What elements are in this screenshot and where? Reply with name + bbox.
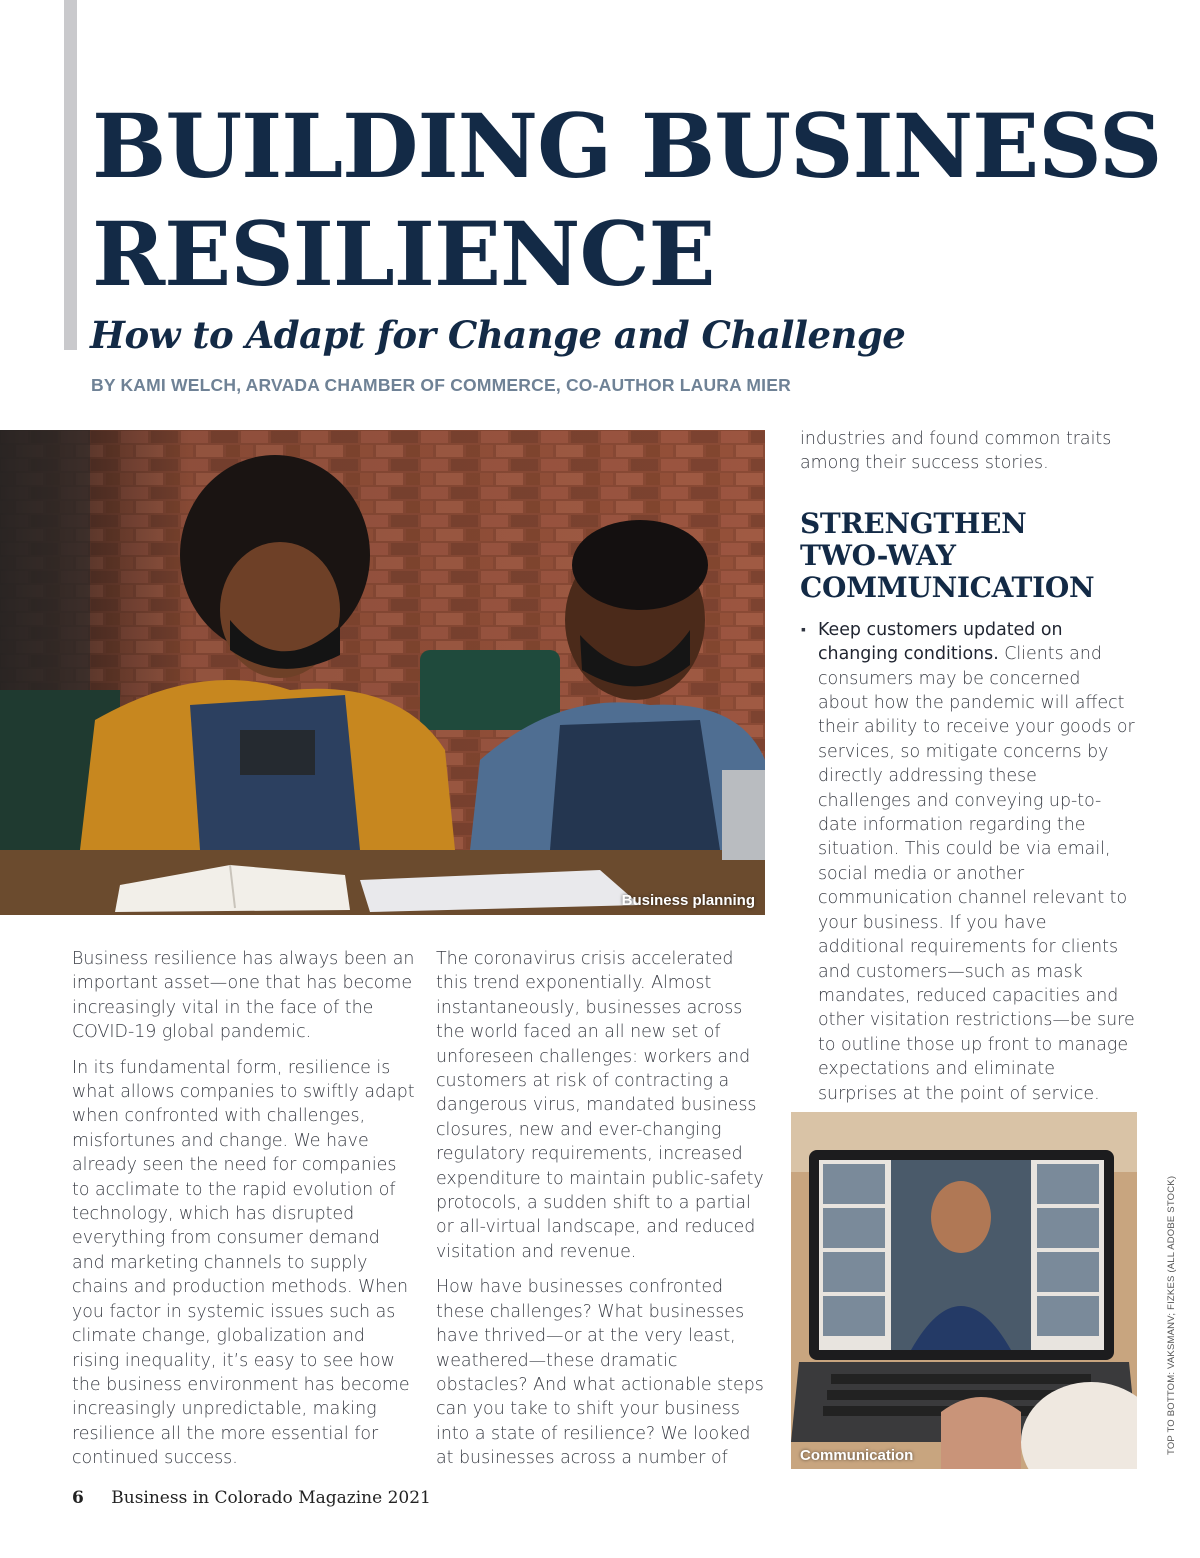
communication-photo [791, 1112, 1137, 1469]
subtitle: How to Adapt for Change and Challenge [90, 313, 906, 357]
business-planning-photo [0, 430, 765, 915]
heading-line: STRENGTHEN [800, 506, 1027, 540]
video-call-image [791, 1112, 1137, 1469]
photo-caption: Communication [800, 1447, 914, 1464]
byline: BY KAMI WELCH, ARVADA CHAMBER OF COMMERCE, CO-AUTHOR LAURA MIER [91, 375, 791, 395]
page-title [92, 92, 1172, 308]
paragraph: industries and found common traits among their success stories. [800, 429, 1112, 474]
heading-line: COMMUNICATION [800, 570, 1095, 604]
heading-line: TWO-WAY [800, 538, 956, 572]
business-planning-image [0, 430, 765, 915]
bullet-text: Clients and consumers may be concerned about how the pandemic will affect their ability to receive your goods or services, so mitigate concerns by directly addressing these challenges and conveying up-to-date information regarding the situation. This could be via email, social media or another communication channel relevant to your business. If you have additional requirements for clients and customers—such as mask mandates, reduced capacities and other visitation restrictions—be sure to outline those up front to manage expectations and eliminate surprises at the point of service. [818, 644, 1135, 1104]
article-column-2 [436, 947, 766, 1482]
paragraph: The coronavirus crisis accelerated this trend exponentially. Almost instantaneously, businesses across the world faced an all new set of unforeseen challenges: workers and customers at risk of contracting a dangerous virus, mandated business closures, new and ever-changing regulatory requirements, increased expenditure to maintain public-safety protocols, a sudden shift to a partial or all-virtual landscape, and reduced visitation and revenue. [436, 949, 764, 1262]
title-line-1: BUILDING BUSINESS [92, 94, 1162, 198]
bullet-icon: ▪ [801, 621, 806, 638]
article-column-1 [72, 947, 417, 1482]
photo-caption: Business planning [621, 892, 755, 909]
section-heading [800, 508, 1135, 604]
accent-bar [64, 0, 77, 350]
article-column-3 [800, 427, 1135, 1117]
paragraph: Business resilience has always been an important asset—one that has become increasingly vital in the face of the COVID-19 global pandemic. [72, 949, 415, 1043]
bullet-item [800, 618, 1135, 1106]
bullet-lead: Keep customers updated on changing conditions. [818, 619, 1063, 665]
title-line-2: RESILIENCE [92, 202, 715, 306]
page-number: 6 [72, 1488, 84, 1508]
photo-credit: TOP TO BOTTOM: VAKSMANV; FIZKES (ALL ADOBE STOCK) [1166, 1175, 1177, 1455]
publication-name: Business in Colorado Magazine 2021 [111, 1488, 431, 1508]
page-footer [72, 1488, 431, 1508]
paragraph: In its fundamental form, resilience is what allows companies to swiftly adapt when confronted with challenges, misfortunes and change. We have already seen the need for companies to acclimate to the rapid evolution of technology, which has disrupted everything from consumer demand and marketing channels to supply chains and production methods. When you factor in systemic issues such as climate change, globalization and rising inequality, it’s easy to see how the business environment has become increasingly unpredictable, making resilience all the more essential for continued success. [72, 1057, 415, 1469]
paragraph: How have businesses confronted these challenges? What businesses have thrived—or at the very least, weathered—these dramatic obstacles? And what actionable steps can you take to shift your business into a state of resilience? We looked at businesses across a number of [436, 1277, 764, 1469]
